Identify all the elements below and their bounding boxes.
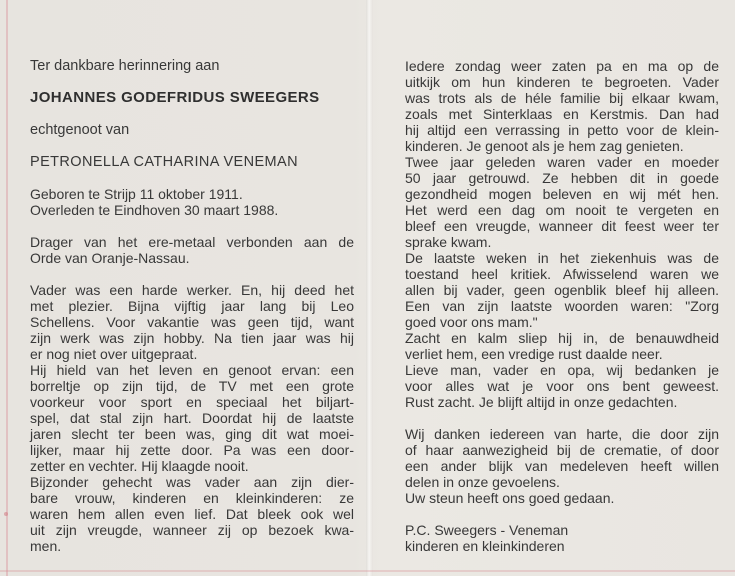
text-line: voor alles wat je voor ons bent geweest. bbox=[405, 378, 719, 394]
right-body-text bbox=[405, 58, 719, 410]
text-line: uitkijk om hun kinderen te begroeten. Vader bbox=[405, 74, 719, 90]
text-line: voorkeur voor sport en speciaal het biljart- bbox=[30, 394, 354, 410]
text-line: zetter en vechter. Hij klaagde nooit. bbox=[30, 458, 249, 474]
text-line: hij altijd een verrassing in petto voor de klein- bbox=[405, 122, 719, 138]
text-line: 50 jaar getrouwd. Ze hebben dit in goede bbox=[405, 170, 719, 186]
signature-family: kinderen en kleinkinderen bbox=[405, 538, 565, 554]
text-line: borreltje op zijn tijd, de TV met een grote bbox=[30, 378, 354, 394]
text-line: sprake kwam. bbox=[405, 234, 492, 250]
death-line: Overleden te Eindhoven 30 maart 1988. bbox=[30, 202, 279, 218]
deceased-name: JOHANNES GODEFRIDUS SWEEGERS bbox=[30, 89, 320, 106]
left-page bbox=[30, 58, 354, 554]
text-line: was trots als de héle familie bij elkaar kwam, bbox=[405, 90, 719, 106]
text-line: Twee jaar geleden waren vader en moeder bbox=[405, 154, 719, 170]
text-line: waren hem allen even lief. Dat bleek ook wel bbox=[30, 506, 354, 522]
text-line: er nog niet over uitgepraat. bbox=[30, 346, 198, 362]
text-line: Drager van het ere-metaal verbonden aan de bbox=[30, 234, 354, 250]
text-line: bleef een vreugde, wanneer dit feest weer ter bbox=[405, 218, 719, 234]
text-line: of haar aanwezigheid bij de crematie, of door bbox=[405, 442, 719, 458]
intro-line: Ter dankbare herinnering aan bbox=[30, 58, 220, 74]
acknowledgement-text bbox=[405, 426, 719, 506]
left-body-text bbox=[30, 282, 354, 554]
text-line: allen bij vader, geen ogenblik bleef hij alleen. bbox=[405, 282, 719, 298]
text-line: Rust zacht. Je blijft altijd in onze gedachten. bbox=[405, 394, 678, 410]
text-line: Vader was een harde werker. En, hij deed het bbox=[30, 282, 354, 298]
text-line: zoals met Sinterklaas en Kerstmis. Dan had bbox=[405, 106, 719, 122]
text-line: Hij hield van het leven en genoot ervan: een bbox=[30, 362, 354, 378]
text-line: Uw steun heeft ons goed gedaan. bbox=[405, 490, 615, 506]
text-line: uit zijn vreugde, wanneer zij op bezoek kwa- bbox=[30, 522, 354, 538]
text-line: delen in onze gevoelens. bbox=[405, 474, 560, 490]
scan-speck-artifact bbox=[4, 512, 8, 516]
text-line: lijker, maar hij zette door. Pa was een door- bbox=[30, 442, 354, 458]
text-line: een ander blijk van medeleven heeft willen bbox=[405, 458, 719, 474]
text-line: Lieve man, vader en opa, wij bedanken je bbox=[405, 362, 719, 378]
text-line: toestand heel kritiek. Afwisselend waren we bbox=[405, 266, 719, 282]
signature-block bbox=[405, 522, 719, 554]
text-line: Iedere zondag weer zaten pa en ma op de bbox=[405, 58, 719, 74]
fold-crease bbox=[366, 0, 373, 576]
text-line: De laatste weken in het ziekenhuis was de bbox=[405, 250, 719, 266]
text-line: gezondheid mogen beleven en wij mét hen. bbox=[405, 186, 719, 202]
text-line: verliet hem, een vredige rust daalde neer. bbox=[405, 346, 663, 362]
scan-edge-left-artifact bbox=[6, 0, 8, 576]
text-line: goed voor ons mam." bbox=[405, 314, 538, 330]
signature-name: P.C. Sweegers - Veneman bbox=[405, 522, 569, 538]
text-line: Wij danken iedereen van harte, die door zijn bbox=[405, 426, 719, 442]
text-line: kinderen. Je genoot als je hem zag genieten. bbox=[405, 138, 684, 154]
honor-paragraph bbox=[30, 234, 354, 266]
birth-line: Geboren te Strijp 11 oktober 1911. bbox=[30, 186, 243, 202]
text-line: jaren slecht ter been was, ging dit wat moei- bbox=[30, 426, 354, 442]
text-line: men. bbox=[30, 538, 62, 554]
text-line: bare vrouw, kinderen en kleinkinderen: ze bbox=[30, 490, 354, 506]
text-line: Schellens. Voor vakantie was geen tijd, want bbox=[30, 314, 354, 330]
scan-edge-bottom-artifact bbox=[0, 570, 735, 572]
text-line: Zacht en kalm sliep hij in, de benauwdheid bbox=[405, 330, 719, 346]
text-line: zijn werk was zijn hobby. Na tien jaar was hij bbox=[30, 330, 354, 346]
right-page bbox=[405, 58, 719, 554]
spouse-name: PETRONELLA CATHARINA VENEMAN bbox=[30, 154, 298, 170]
text-line: Een van zijn laatste woorden waren: "Zorg bbox=[405, 298, 719, 314]
text-line: Orde van Oranje-Nassau. bbox=[30, 250, 190, 266]
text-line: met plezier. Bijna vijftig jaar lang bij Leo bbox=[30, 298, 354, 314]
text-line: Bijzonder gehecht was vader aan zijn dier- bbox=[30, 474, 354, 490]
text-line: spel, dat stal zijn hart. Doordat hij de laatste bbox=[30, 410, 354, 426]
relation-line: echtgenoot van bbox=[30, 122, 130, 138]
vital-dates bbox=[30, 186, 354, 218]
text-line: Het werd een dag om nooit te vergeten en bbox=[405, 202, 719, 218]
